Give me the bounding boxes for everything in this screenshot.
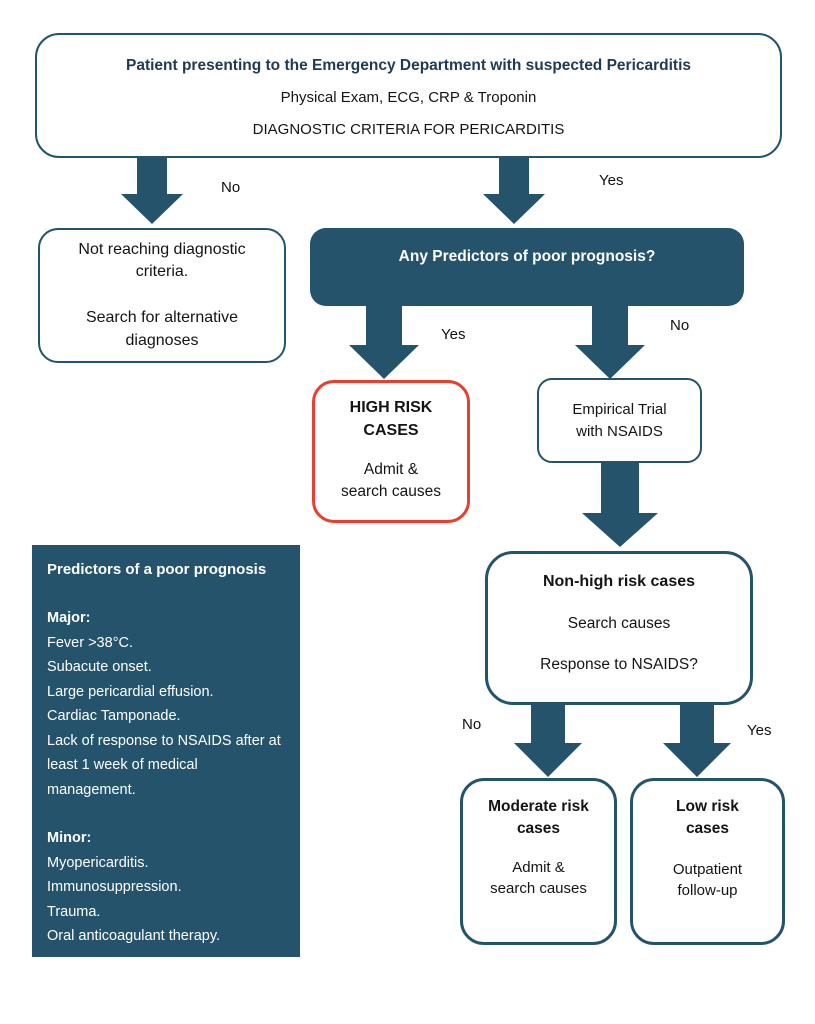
non-high-risk-box — [485, 551, 753, 705]
high-risk-title-line1: HIGH RISK — [349, 399, 433, 416]
low-body-line1: Outpatient — [672, 861, 743, 878]
no-criteria-line1: Not reaching diagnostic criteria. — [78, 240, 246, 281]
down-arrow-entry-no — [121, 156, 183, 224]
predictors-minor-item: Oral anticoagulant therapy. — [47, 928, 221, 945]
edge-label-prognosis-no: No — [670, 317, 690, 334]
edge-label-entry-yes: Yes — [599, 172, 624, 189]
no-criteria-line2: Search for alternative diagnoses — [85, 309, 239, 349]
high-risk-box — [312, 380, 470, 523]
empirical-line1: Empirical Trial — [572, 401, 667, 419]
predictors-major-item: Subacute onset. — [47, 659, 152, 676]
empirical-line2: with NSAIDS — [576, 422, 663, 440]
predictors-panel-title: Predictors of a poor prognosis — [47, 561, 267, 578]
edge-label-entry-no: No — [221, 179, 241, 196]
low-body-line2: follow-up — [677, 882, 738, 900]
down-arrow-empirical — [582, 461, 658, 547]
predictors-minor-item: Immunosuppression. — [47, 879, 182, 896]
moderate-risk-box — [460, 778, 617, 945]
entry-box — [35, 33, 782, 158]
high-risk-title-line2: CASES — [363, 421, 419, 439]
low-title-line1: Low risk — [676, 798, 739, 815]
edge-label-nsaids-yes: Yes — [747, 722, 772, 739]
predictors-minor-label: Minor: — [47, 830, 92, 847]
predictors-major-item: Lack of response to NSAIDS after at least 1 week of medical management. — [47, 732, 281, 798]
prognosis-question-box — [310, 228, 744, 306]
down-arrow-nsaids-no — [514, 703, 582, 777]
down-arrow-prognosis-no — [575, 303, 645, 379]
predictors-major-item: Large pericardial effusion. — [47, 683, 214, 700]
predictors-minor-item: Myopericarditis. — [47, 854, 149, 871]
entry-title: Patient presenting to the Emergency Department with suspected Pericarditis — [125, 57, 692, 75]
low-title-line2: cases — [685, 820, 730, 837]
down-arrow-entry-yes — [483, 156, 545, 224]
high-risk-body-line2: search causes — [341, 483, 441, 501]
moderate-body-line2: search causes — [490, 880, 587, 898]
entry-criteria-line: DIAGNOSTIC CRITERIA FOR PERICARDITIS — [252, 120, 565, 138]
predictors-panel — [32, 545, 300, 957]
moderate-title-line2: cases — [516, 820, 561, 837]
entry-exam-line: Physical Exam, ECG, CRP & Troponin — [280, 89, 537, 107]
moderate-body-line1: Admit & — [512, 859, 565, 876]
predictors-major-label: Major: — [47, 610, 91, 627]
non-high-line3: Response to NSAIDS? — [540, 655, 698, 673]
prognosis-question-text: Any Predictors of poor prognosis? — [398, 248, 656, 265]
predictors-minor-item: Trauma. — [47, 903, 101, 920]
high-risk-body-line1: Admit & — [363, 461, 419, 479]
down-arrow-nsaids-yes — [663, 703, 731, 777]
edge-label-prognosis-yes: Yes — [441, 326, 466, 343]
low-risk-box — [630, 778, 785, 945]
down-arrow-prognosis-yes — [349, 303, 419, 379]
non-high-line2: Search causes — [567, 614, 671, 632]
edge-label-nsaids-no: No — [462, 716, 482, 733]
predictors-major-item: Fever >38°C. — [47, 634, 133, 651]
no-criteria-box — [38, 228, 286, 363]
predictors-major-item: Cardiac Tamponade. — [47, 708, 181, 725]
empirical-trial-box — [537, 378, 702, 463]
moderate-title-line1: Moderate risk — [488, 798, 589, 815]
non-high-title: Non-high risk cases — [542, 573, 696, 590]
